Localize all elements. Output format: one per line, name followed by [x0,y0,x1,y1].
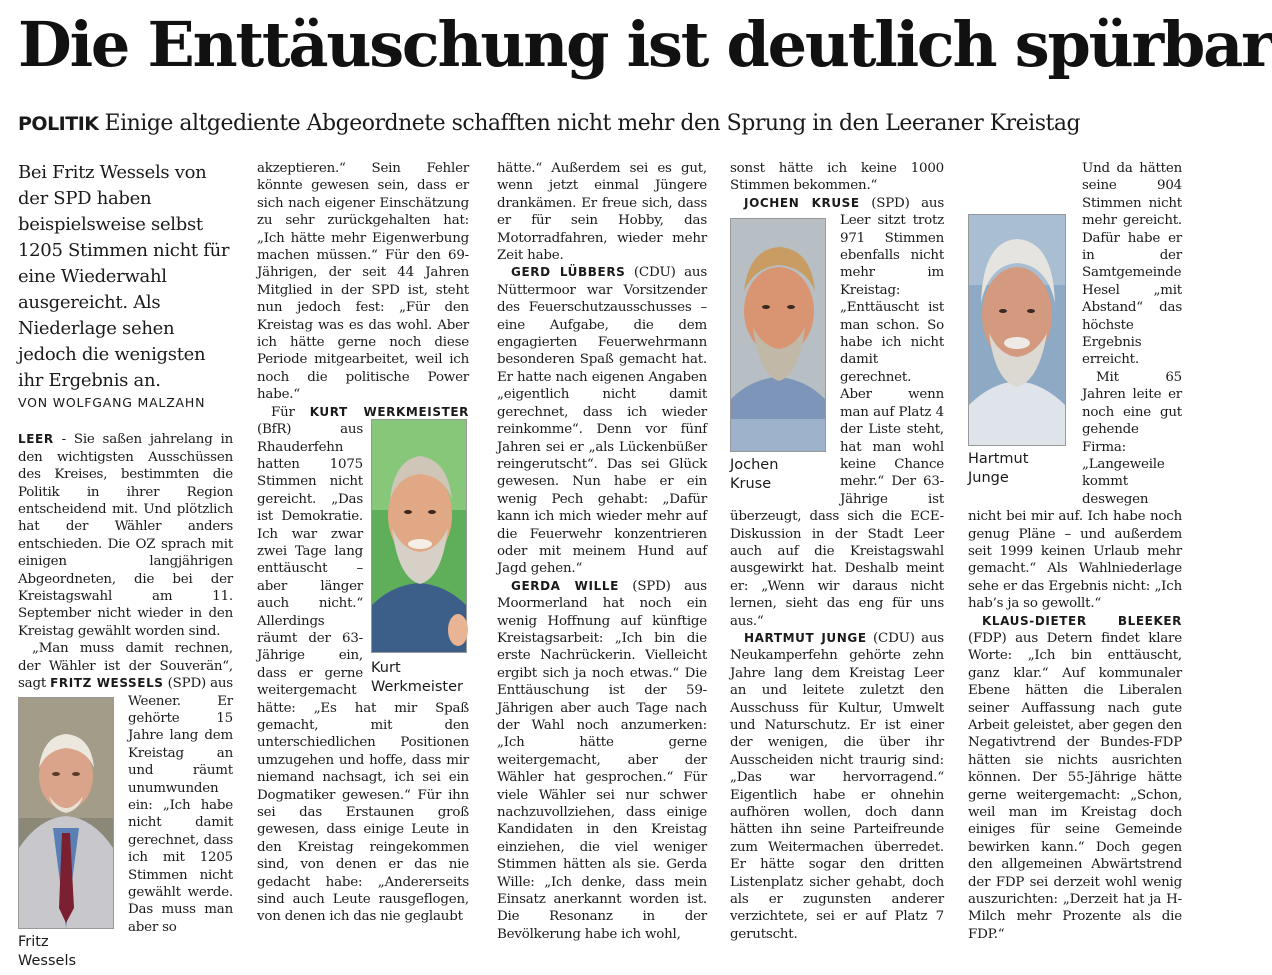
figure-jochen-kruse [730,218,830,500]
column-4 [730,160,944,960]
lede-paragraph: LEER - Sie saßen jahrelang in den wichtigsten Ausschüssen des Kreises, bestimmten die Politik in ihrer Region entscheidend mit. Und plötzlich hat der Wähler anders entschieden. Die OZ sprach mit einigen langjährigen Abgeordneten, die bei der Kreistagswahl am 11. September nicht wieder in den Kreistag gewählt worden sind. [18,432,233,639]
caption-jochen-kruse: Jochen Kruse [730,457,779,493]
name-jochen-kruse: JOCHEN KRUSE [744,195,860,210]
caption-kurt-werkmeister: Kurt Werkmeister [371,660,463,696]
figure-hartmut-junge [968,214,1072,504]
figure-kurt-werkmeister [371,419,469,699]
photo-kurt-werkmeister [371,419,467,653]
name-kurt-werkmeister: KURT WERKMEISTER [309,404,469,419]
paragraph: sonst hätte ich keine 1000 Stimmen bekommen.“ [730,161,944,194]
name-gerd-luebbers: GERD LÜBBERS [511,265,626,280]
subheadline: Einige altgediente Abgeordnete schafften nicht mehr den Sprung in den Leeraner Kreistag [104,111,1081,136]
paragraph: akzeptieren.“ Sein Fehler könnte gewesen sein, dass er sich nach eigener Einschätzung zu sehr zurückgehalten hat: „Ich hätte mehr Eigenwerbung machen müssen.“ Für den 69-Jährigen, der seit 44 Jahren Mitglied in der SPD ist, steht nun jedoch fest: „Für den Kreistag was es das wohl. Aber ich hätte gerne noch diese Periode mitgearbeitet, weil ich noch die politische Power habe.“ [257,161,469,403]
photo-jochen-kruse [730,218,826,452]
column-2 [257,160,469,960]
caption-fritz-wessels: Fritz Wessels [18,933,77,969]
dateline: LEER [18,432,54,447]
figure-fritz-wessels [18,697,118,972]
paragraph: GERD LÜBBERS (CDU) aus Nüttermoor war Vorsitzender des Feuerschutzausschusses – eine Aufgabe, die dem engagierten Feuerwehrmann besonderen Spaß gemacht hat. Er hatte nach eigenen Angaben „eigentlich nicht damit gerechnet, dass ich wieder reinkomme“. Denn vor fünf Jahren sei er „als Lückenbüßer reingerutscht“. Das sei Glück gewesen. Nun habe er ein wenig Pech gehabt: „Dafür kann ich mich wieder mehr auf die Feuerwehr konzentrieren oder mit meinem Hund auf Jagd gehen.“ [497,265,707,577]
intro-text: Bei Fritz Wessels von der SPD haben beispielsweise selbst 1205 Stimmen nicht für eine Wiederwahl ausgereicht. Als Niederlage sehen jedoch die wenigsten ihr Ergebnis an. [18,162,230,391]
section-kicker: POLITIK [18,113,99,135]
column-5 [968,160,1182,960]
paragraph: hätte.“ Außerdem sei es gut, wenn jetzt einmal Jüngere drankämen. Er freue sich, dass er für sein Hobby, das Motorradfahren, wieder mehr Zeit habe. [497,161,707,264]
paragraph: Hartmut Junge Und da hätten seine 904 Stimmen nicht mehr gereicht. Dafür habe er in der Samtgemeinde Hesel „mit Abstand“ das höchste Ergebnis erreicht. [968,160,1182,369]
name-gerda-wille: GERDA WILLE [511,578,619,593]
column-1 [18,160,233,969]
subheadline-row [18,109,1188,139]
name-fritz-wessels: FRITZ WESSELS [50,676,164,691]
paragraph: „Man muss damit rechnen, der Wähler ist der Souverän“, sagt FRITZ WESSELS Fritz Wessels (SPD) aus Weener. Er gehörte 15 Jahre lang dem Kreistag an und räumt unumwunden ein: „Ich habe nicht damit gerechnet, dass ich mit 1205 Stimmen nicht gewählt werde. Das muss man aber so [18,640,233,936]
paragraph: Für KURT WERKMEISTER Kurt Werkmeister (BfR) aus Rhauderfehn hatten 1075 Stimmen nicht gereicht. „Das ist Demokratie. Ich war zwar zwei Tage lang enttäuscht – aber länger auch nicht.“ Allerdings räumt der 63-Jährige ein, dass er gerne weitergemacht hätte: „Es hat mir Spaß gemacht, mit den unterschiedlichen Positionen umzugehen und hoffe, dass mir niemand nachsagt, ich sei ein Dogmatiker gewesen.“ Für ihn sei das Erstaunen groß gewesen, dass einige Leute in den Kreistag reingekommen sind, von denen er das nie gedacht habe: „Andererseits sind auch Leute rausgeflogen, von denen ich das nie geglaubt [257,404,469,925]
paragraph: GERDA WILLE (SPD) aus Moormerland hat noch ein wenig Hoffnung auf künftige Kreistagsarbeit: „Ich bin die erste Nachrückerin. Vielleicht ergibt sich ja noch etwas.“ Die Enttäuschung ist der 59-Jährigen aber auch Tage nach der Wahl noch anzumerken: „Ich hätte gerne weitergemacht, aber der Wähler hat gesprochen.“ Für viele Wähler sei nur schwer nachzuvollziehen, dass einige Kandidaten in den Kreistag einziehen, die viel weniger Stimmen hätten als sie. Gerda Wille: „Ich denke, dass mein Einsatz anerkannt worden ist. Die Resonanz in der Bevölkerung habe ich wohl, [497,578,707,942]
byline: VON WOLFGANG MALZAHN [18,395,206,410]
caption-hartmut-junge: Hartmut Junge [968,451,1029,486]
name-klaus-dieter-bleeker: KLAUS-DIETER BLEEKER [982,613,1182,628]
paragraph: JOCHEN KRUSE Jochen Kruse (SPD) aus Leer sitzt trotz 971 Stimmen ebenfalls nicht mehr im Kreistag: „Enttäuscht ist man schon. So habe ich nicht damit gerechnet. Aber wenn man auf Platz 4 der Liste steht, hat man wohl keine Chance mehr.“ Der 63-Jährige ist überzeugt, dass sich die ECE-Diskussion in der Stadt Leer auch auf die Kreistagswahl ausgewirkt hat. Deshalb meint er: „Wenn wir daraus nicht lernen, sieht das eng für uns aus.“ [730,195,944,629]
paragraph: KLAUS-DIETER BLEEKER (FDP) aus Detern findet klare Worte: „Ich bin enttäuscht, ganz klar.“ Auf kommunaler Ebene hätten die Liberalen seiner Auffassung nach gute Arbeit geleistet, aber gegen den Negativtrend der Bundes-FDP hätten sie nichts ausrichten können. Der 55-Jährige hätte gerne weitergemacht: „Schon, weil man im Kreistag doch einiges für seine Gemeinde bewirken kann.“ Doch gegen den allgemeinen Abwärtstrend der FDP sei derzeit wohl wenig auszurichten: „Derzeit hat ja H-Milch mehr Prozente als die FDP.“ [968,613,1182,942]
paragraph: Mit 65 Jahren leite er noch eine gut gehende Firma: „Langeweile kommt deswegen nicht bei mir auf. Ich habe noch genug Pläne – und außerdem seit 1999 keinen Urlaub mehr gemacht.“ Als Wahlniederlage sehe er das Ergebnis nicht: „Ich hab’s ja so gewollt.“ [968,369,1182,612]
photo-hartmut-junge [968,214,1066,446]
name-hartmut-junge: HARTMUT JUNGE [744,630,867,645]
photo-fritz-wessels [18,697,114,929]
column-3 [497,160,707,960]
paragraph: HARTMUT JUNGE (CDU) aus Neukamperfehn gehörte zehn Jahre lang dem Kreistag Leer an und leitete zuletzt den Ausschuss für Kultur, Umwelt und Naturschutz. Er ist einer der wenigen, die über ihr Ausscheiden nicht traurig sind: „Das war hervorragend.“ Eigentlich habe er ohnehin aufhören wollen, doch dann hätten ihn seine Parteifreunde zum Weitermachen überredet. Er hätte sogar den dritten Listenplatz sicher gehabt, doch als er zugunsten anderer verzichtete, sei er auf Platz 7 gerutscht. [730,630,944,942]
headline: Die Enttäuschung ist deutlich spürbar [18,8,1272,81]
